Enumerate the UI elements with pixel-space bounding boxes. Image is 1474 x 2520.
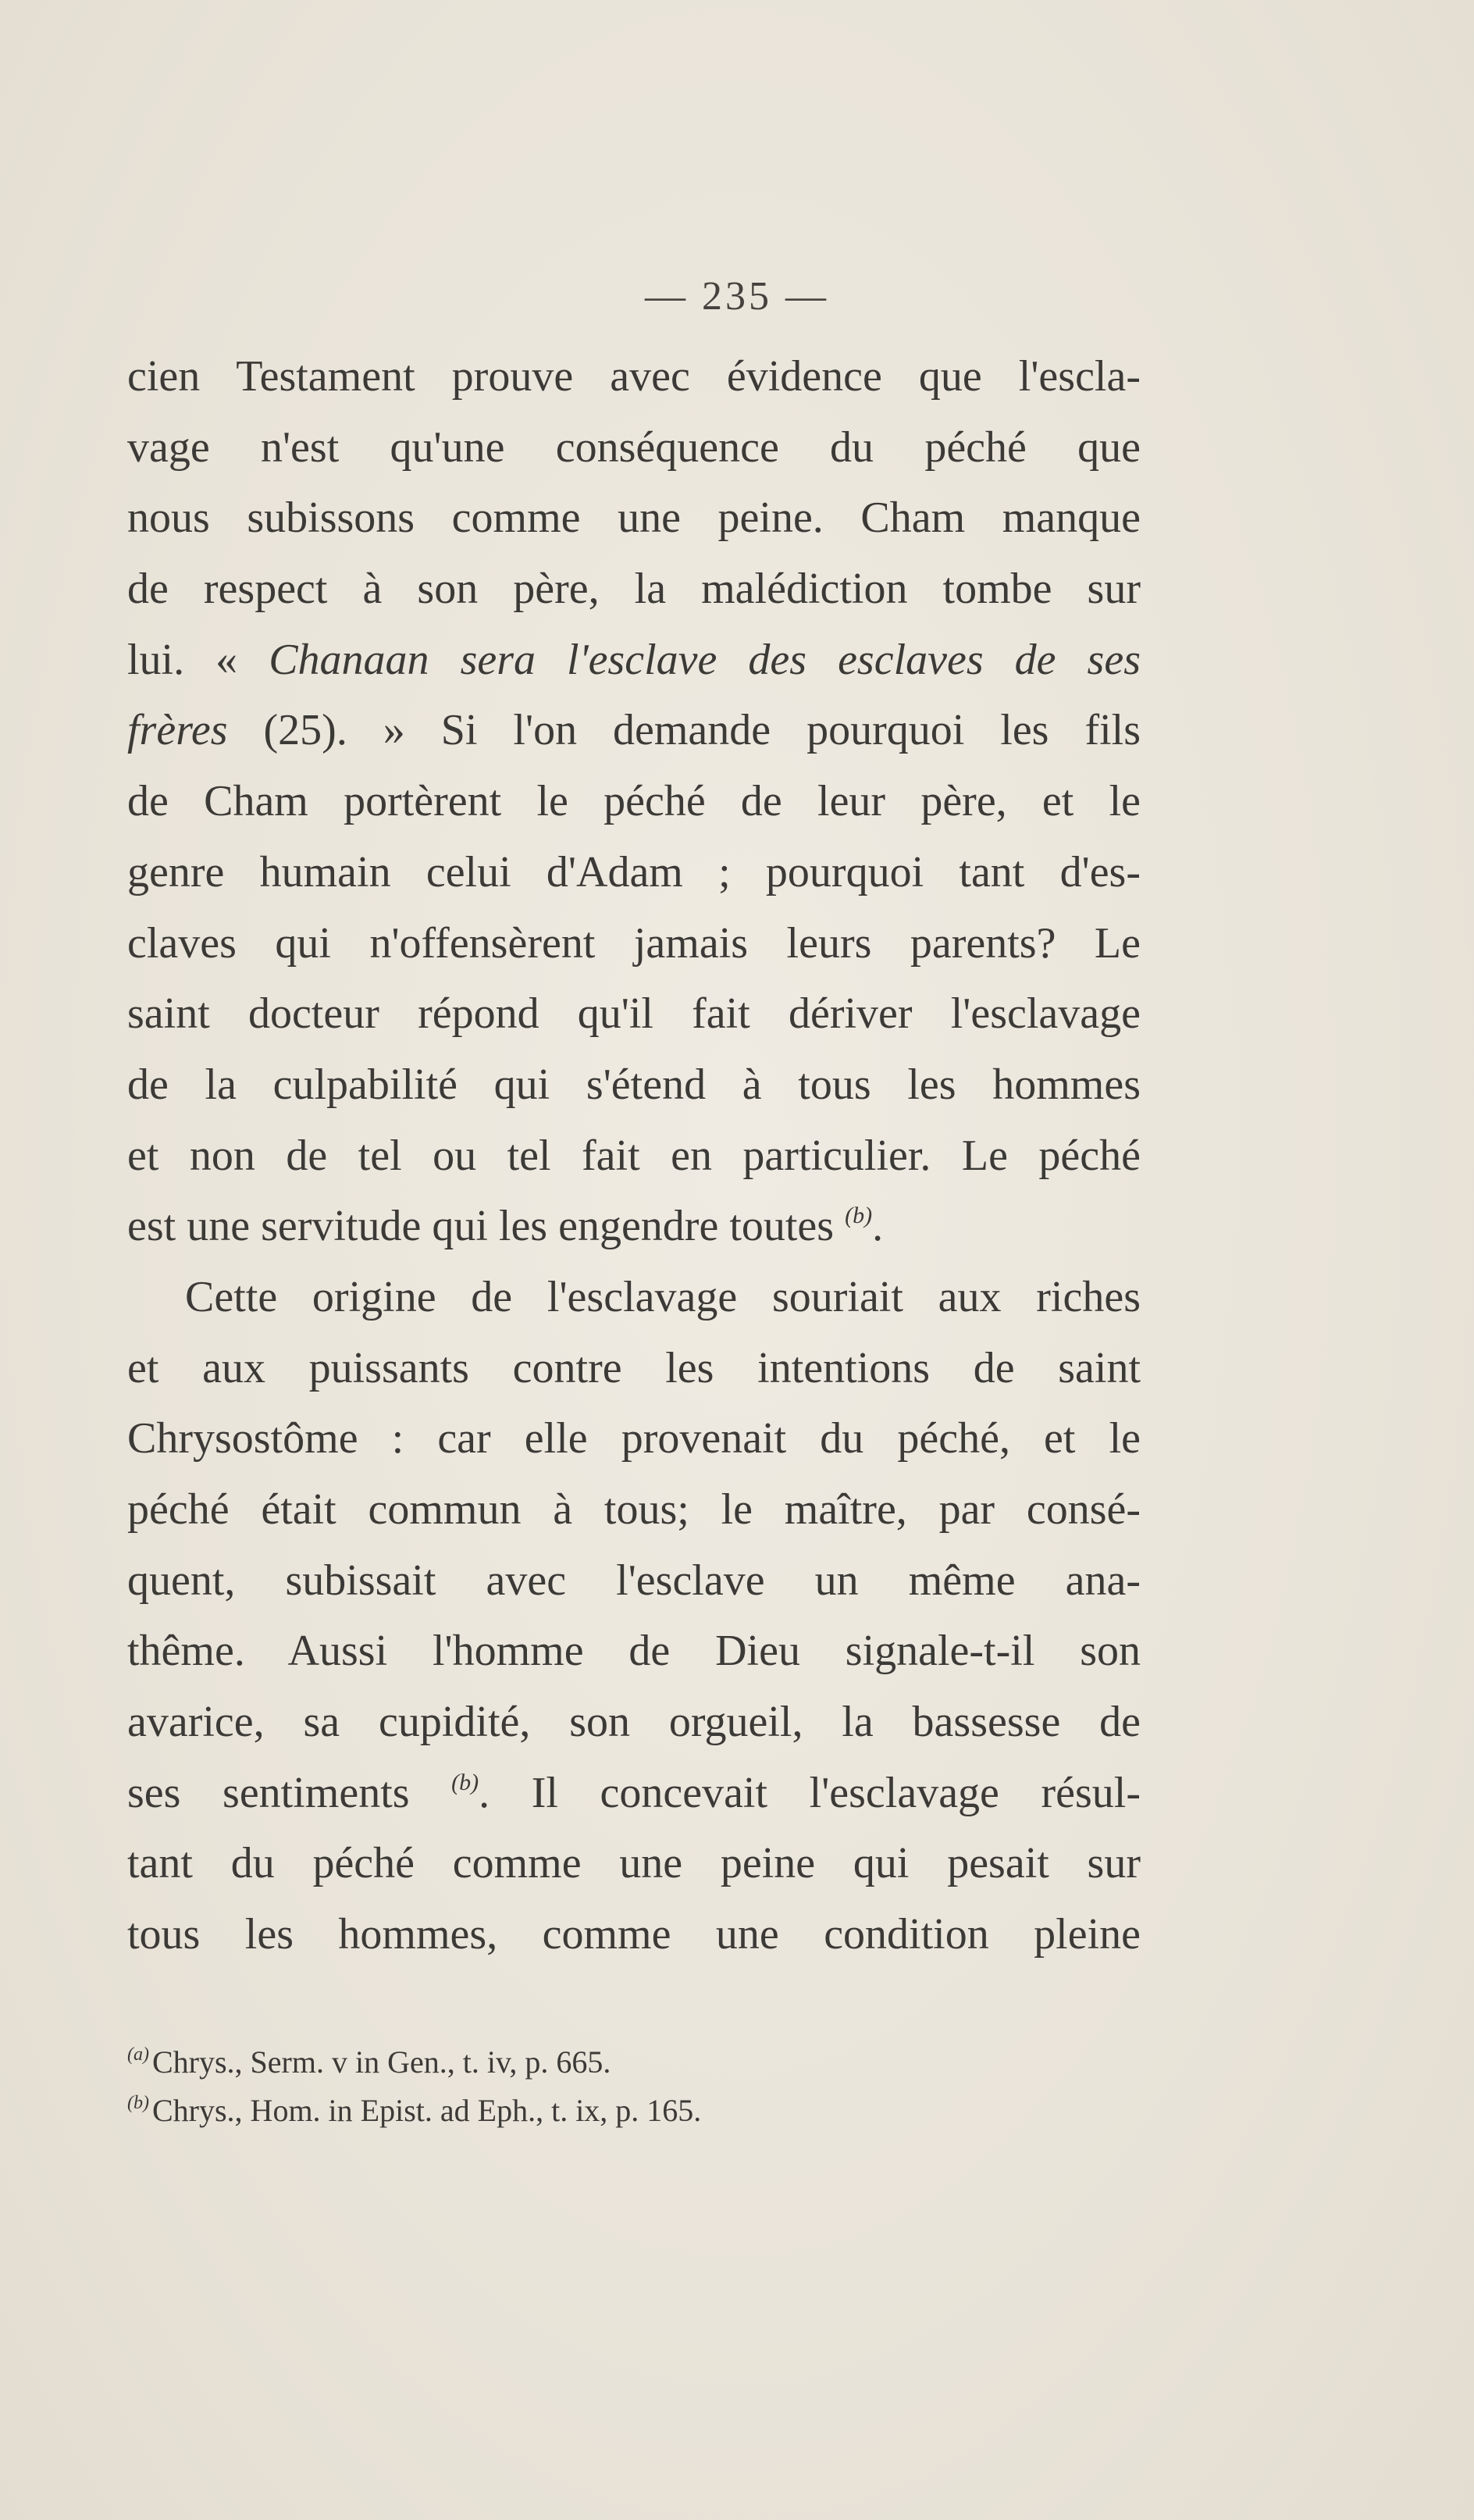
text-line — [127, 1191, 1141, 1262]
text-run: est une servitude qui les engendre toutes — [127, 1202, 835, 1251]
text-line: péché était commun à tous; le maître, par consé- — [127, 1485, 1141, 1534]
footnote-mark: (a) — [127, 2044, 149, 2065]
body-text — [127, 341, 1141, 1970]
text-run: . — [872, 1202, 884, 1251]
text-line: saint docteur répond qu'il fait dériver l'esclavage — [127, 989, 1141, 1039]
text-line: Chrysostôme : car elle provenait du péché, et le — [127, 1414, 1141, 1463]
italic-quote: Chanaan sera l'esclave des esclaves de ses — [269, 635, 1141, 684]
text-line — [127, 1758, 1141, 1829]
text-line: et non de tel ou tel fait en particulier. Le péché — [127, 1131, 1141, 1180]
text-run: lui. « — [127, 635, 269, 684]
text-line: vage n'est qu'une conséquence du péché que — [127, 422, 1141, 472]
text-line: thême. Aussi l'homme de Dieu signale-t-il son — [127, 1627, 1141, 1676]
footnote — [127, 2038, 1141, 2087]
text-line: nous subissons comme une peine. Cham manque — [127, 494, 1141, 543]
footnote — [127, 2087, 1141, 2135]
text-line: Cette origine de l'esclavage souriait aux riches — [185, 1272, 1141, 1321]
text-line — [127, 625, 1141, 696]
text-line: avarice, sa cupidité, son orgueil, la bassesse de — [127, 1698, 1141, 1747]
page-number: — 235 — — [645, 274, 829, 319]
text-run: (25). » Si l'on demande pourquoi les fils — [227, 706, 1141, 755]
footnote-mark: (b) — [127, 2093, 149, 2113]
italic-quote: frères — [127, 706, 228, 755]
text-line: claves qui n'offensèrent jamais leurs parents? Le — [127, 918, 1141, 968]
footnotes — [127, 2038, 1141, 2135]
text-line: tous les hommes, comme une condition pleine — [127, 1910, 1141, 1959]
text-line: quent, subissait avec l'esclave un même ana- — [127, 1556, 1141, 1605]
text-line: de Cham portèrent le péché de leur père, et le — [127, 777, 1141, 826]
text-run: . Il concevait l'esclavage résul- — [479, 1768, 1141, 1817]
footnote-text: Chrys., Hom. in Epist. ad Eph., t. ix, p. 165. — [151, 2093, 702, 2128]
text-line: de respect à son père, la malédiction tombe sur — [127, 565, 1141, 614]
text-line: tant du péché comme une peine qui pesait sur — [127, 1839, 1141, 1888]
text-line: cien Testament prouve avec évidence que l'escla- — [127, 352, 1141, 401]
text-line: de la culpabilité qui s'étend à tous les hommes — [127, 1060, 1141, 1109]
footnote-reference: (b) — [845, 1203, 873, 1229]
footnote-text: Chrys., Serm. v in Gen., t. iv, p. 665. — [151, 2044, 611, 2080]
text-line — [127, 695, 1141, 766]
text-line: genre humain celui d'Adam ; pourquoi tant d'es- — [127, 847, 1141, 896]
footnote-reference: (b) — [451, 1769, 479, 1795]
text-run: ses sentiments — [127, 1768, 410, 1817]
text-line: et aux puissants contre les intentions de saint — [127, 1343, 1141, 1392]
